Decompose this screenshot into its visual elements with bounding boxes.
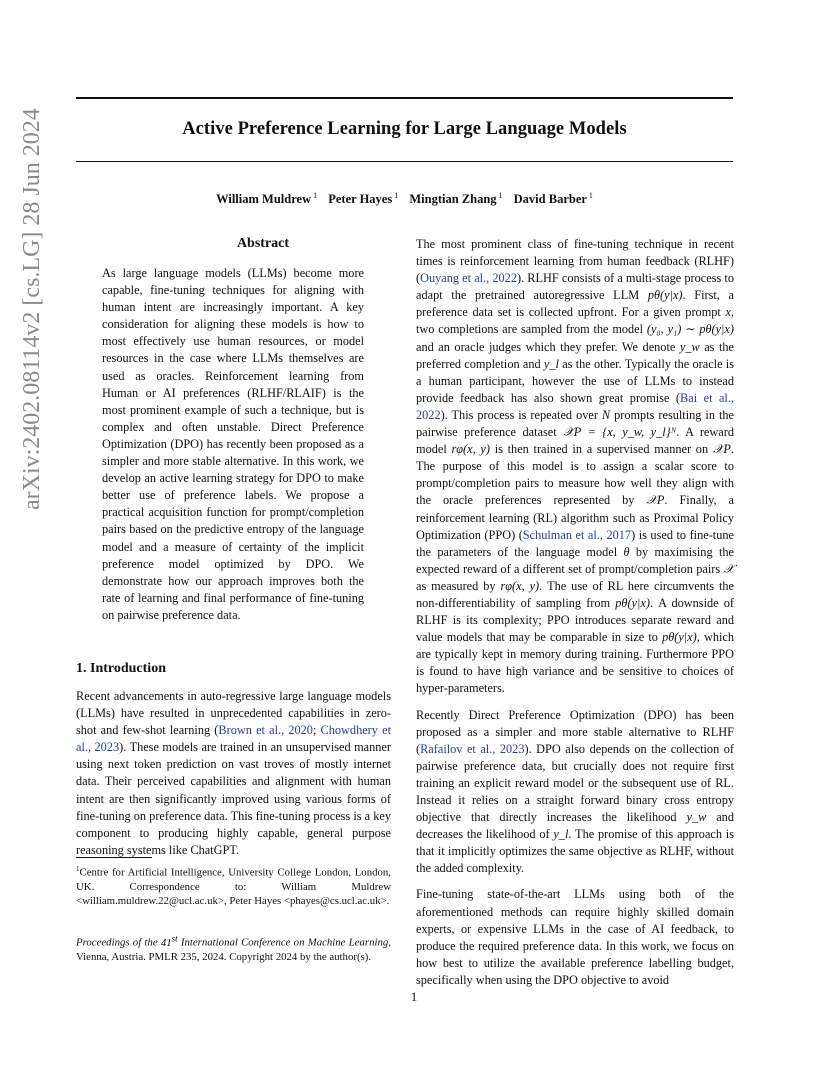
author: Peter Hayes $^1$ [328,191,399,207]
page-number: 1 [410,990,418,1004]
affiliation-footnote: $^1$Centre for Artificial Intelligence, University College London, London, UK. Correspondence to: William Muldrew <william.muldrew.22@ucl.ac.uk>, Peter Hayes <phayes@cs.ucl.ac.uk>. [76,865,391,907]
citation-link[interactable]: Rafailov et al., 2023 [420,741,525,756]
citation-link[interactable]: Ouyang et al., 2022 [420,271,517,286]
introduction-paragraph: Recent advancements in auto-regressive large language models (LLMs) have resulted in unprecedented capabilities in zero-shot and few-shot learning (Brown et al., 2020; Chowdhery et al., 2023). These models are trained in an unsupervised manner using next token prediction on vast troves of mostly internet data. Their perceived capabilities and alignment with human intent are then significantly improved using various forms of fine-tuning on preference data. This fine-tuning process is a key component to producing highly capable, general purpose reasoning systems like ChatGPT. [76,689,391,857]
author-list [76,191,733,207]
author: William Muldrew $^1$ [216,191,318,207]
arxiv-stamp: arXiv:2402.08114v2 [cs.LG] 28 Jun 2024 [19,108,45,510]
abstract-heading: Abstract [236,236,290,251]
citation-link[interactable]: Chowdhery et al., 2023 [76,723,391,755]
body-paragraph: The most prominent class of fine-tuning technique in recent times is reinforcement learning from human feedback (RLHF) (Ouyang et al., 2022). RLHF consists of a multi-stage process to adapt the pretrained autoregressive LLM pθ(y|x). First, a preference data set is collected upfront. For a given prompt x, two completions are sampled from the model (y₀, y₁) ∼ pθ(y|x) and an oracle judges which they prefer. We denote y_w as the preferred completion and y_l as the other. Typically the oracle is a human participant, however the use of LLMs to instead provide feedback has also shown great promise (Bai et al., 2022). This process is repeated over N prompts resulting in the pairwise preference dataset 𝒳P = {x, y_w, y_l}ᴺ. A reward model rφ(x, y) is then trained in a supervised manner on 𝒳P. The purpose of this model is to assign a scalar score to prompt/completion pairs to measure how well they align with the oracle preferences represented by 𝒳P. Finally, a reinforcement learning (RL) algorithm such as Proximal Policy Optimization (PPO) (Schulman et al., 2017) is used to fine-tune the parameters of the language model θ by maximising the expected reward of a different set of prompt/completion pairs 𝒳 as measured by rφ(x, y). The use of RL here circumvents the non-differentiability of sampling from pθ(y|x). A downside of RLHF is its complexity; PPO introduces separate reward and value models that may be comparable in size to pθ(y|x), which are typically kept in memory during training. Furthermore PPO is found to have high variance and be sensitive to choices of hyper-parameters. [416,237,735,696]
body-paragraph: Fine-tuning state-of-the-art LLMs using both of the aforementioned methods can require highly skilled domain experts, or expensive LLMs in the case of AI feedback, to produce the required preference data. In this work, we focus on how best to utilize the available preference labelling budget, specifically when using the DPO objective to avoid [416,887,734,987]
title-bottom-rule [76,161,733,162]
top-rule [76,97,733,99]
citation-link[interactable]: Brown et al., 2020 [218,723,313,738]
body-paragraph: Recently Direct Preference Optimization (DPO) has been proposed as a simpler and more stable alternative to RLHF (Rafailov et al., 2023). DPO also depends on the collection of pairwise preference data, but crucially does not require first training an explicit reward model or the subsequent use of RL. Instead it relies on a straight forward binary cross entropy objective that directly increases the likelihood y_w and decreases the likelihood of y_l. The promise of this approach is that it implicitly optimizes the same objective as RLHF, without the added complexity. [416,707,734,876]
citation-link[interactable]: Schulman et al., 2017 [522,527,632,542]
section-heading-introduction: 1. Introduction [76,661,166,676]
paper-title: Active Preference Learning for Large Language Models [182,119,627,139]
right-column [416,236,734,989]
proceedings-note: Proceedings of the 41st International Conference on Machine Learning, Vienna, Austria. PMLR 235, 2024. Copyright 2024 by the author(s). [76,933,391,963]
abstract-text: As large language models (LLMs) become more capable, fine-tuning techniques for aligning with human intent are increasingly important. A key consideration for aligning these models is how to most effectively use human resources, or model resources in the case where LLMs themselves are used as oracles. Reinforcement learning from Human or AI preferences (RLHF/RLAIF) is the most prominent example of such a technique, but is complex and often unstable. Direct Preference Optimization (DPO) has recently been proposed as a simpler and more stable alternative. In this work, we develop an active learning strategy for DPO to make better use of preference labels. We propose a practical acquisition function for prompt/completion pairs based on the predictive entropy of the language model and a measure of certainty of the implicit preference model optimized by DPO. We demonstrate how our approach improves both the rate of learning and final performance of fine-tuning on pairwise preference data. [102,266,364,622]
citation-link[interactable]: Bai et al., 2022 [416,390,735,422]
author: David Barber $^1$ [513,191,593,207]
author: Mingtian Zhang $^1$ [409,191,503,207]
footnote-rule [76,857,152,858]
